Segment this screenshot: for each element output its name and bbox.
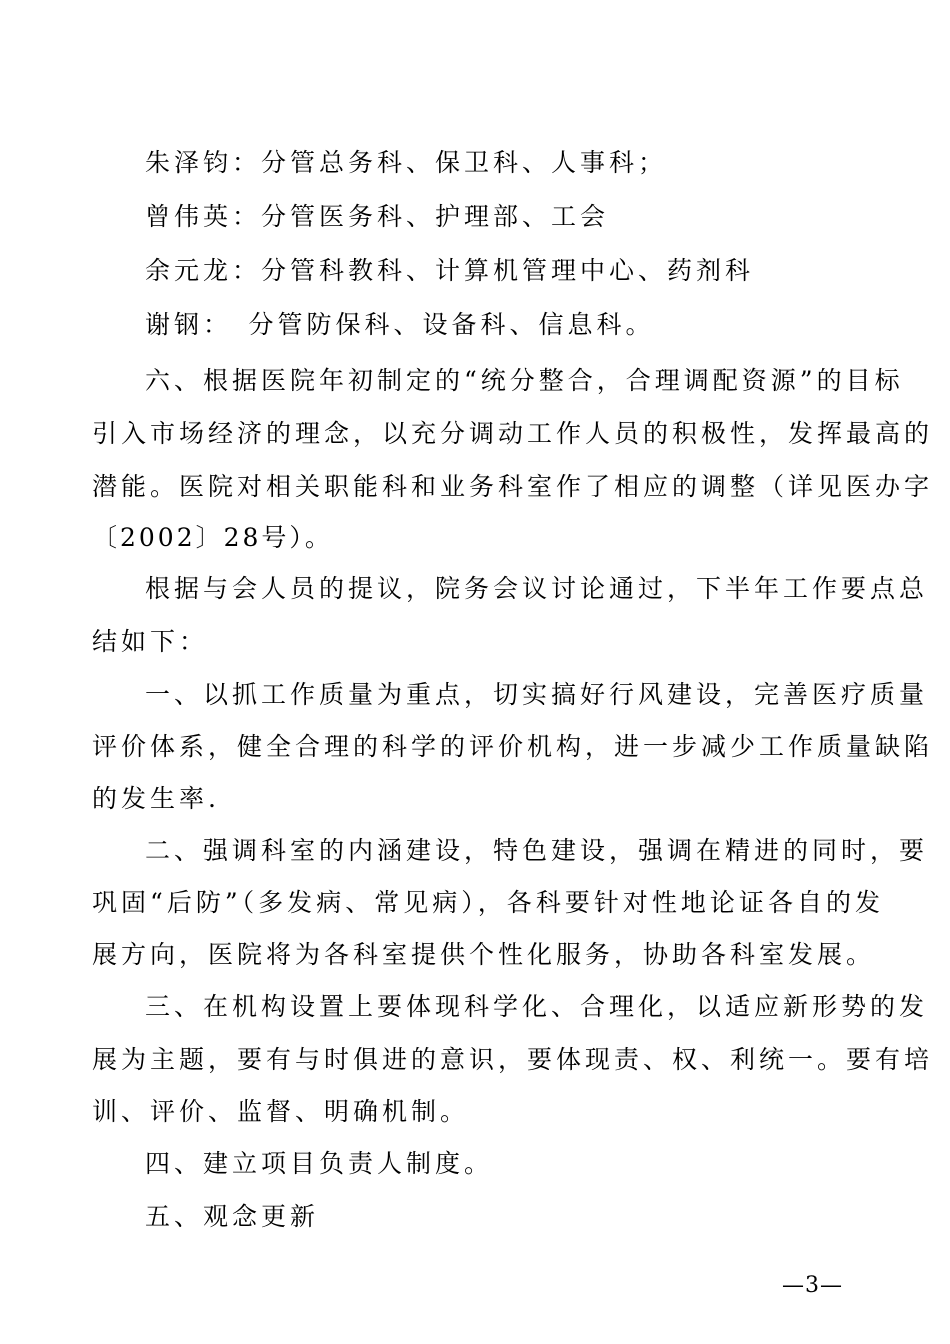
paragraph-six-line-2: 引入市场经济的理念，以充分调动工作人员的积极性，发挥最高的 bbox=[92, 419, 934, 448]
leader-assignment-zeng: 曾伟英：分管医务科、护理部、工会 bbox=[145, 202, 610, 231]
paragraph-six-line-4: 〔2002〕28号）。 bbox=[92, 523, 333, 552]
point-three-line-1: 三、在机构设置上要体现科学化、合理化，以适应新形势的发 bbox=[145, 992, 929, 1021]
paragraph-summary-line-1: 根据与会人员的提议，院务会议讨论通过，下半年工作要点总 bbox=[145, 574, 929, 603]
point-one-line-3: 的发生率. bbox=[92, 784, 220, 813]
point-three-line-2: 展为主题，要有与时俱进的意识，要体现责、权、利统一。要有培 bbox=[92, 1045, 934, 1074]
point-four: 四、建立项目负责人制度。 bbox=[145, 1149, 494, 1178]
point-two-line-2: 巩固“后防”（多发病、常见病），各科要针对性地论证各自的发 bbox=[92, 888, 884, 917]
paragraph-summary-line-2: 结如下： bbox=[92, 627, 209, 656]
paragraph-six-line-3: 潜能。医院对相关职能科和业务科室作了相应的调整（详见医办字 bbox=[92, 472, 934, 501]
paragraph-six-line-1: 六、根据医院年初制定的“统分整合，合理调配资源”的目标 bbox=[145, 366, 904, 395]
page-number: —3— bbox=[782, 1273, 843, 1298]
point-one-line-1: 一、以抓工作质量为重点，切实搞好行风建设，完善医疗质量 bbox=[145, 680, 929, 709]
leader-assignment-xie: 谢钢： 分管防保科、设备科、信息科。 bbox=[145, 310, 655, 339]
leader-assignment-zhu: 朱泽钧：分管总务科、保卫科、人事科； bbox=[145, 148, 668, 177]
point-five: 五、观念更新 bbox=[145, 1202, 320, 1231]
point-two-line-3: 展方向，医院将为各科室提供个性化服务，协助各科室发展。 bbox=[92, 940, 876, 969]
leader-assignment-yu: 余元龙：分管科教科、计算机管理中心、药剂科 bbox=[145, 256, 755, 285]
point-three-line-3: 训、评价、监督、明确机制。 bbox=[92, 1097, 470, 1126]
point-one-line-2: 评价体系，健全合理的科学的评价机构，进一步减少工作质量缺陷 bbox=[92, 732, 934, 761]
point-two-line-1: 二、强调科室的内涵建设，特色建设，强调在精进的同时，要 bbox=[145, 836, 929, 865]
